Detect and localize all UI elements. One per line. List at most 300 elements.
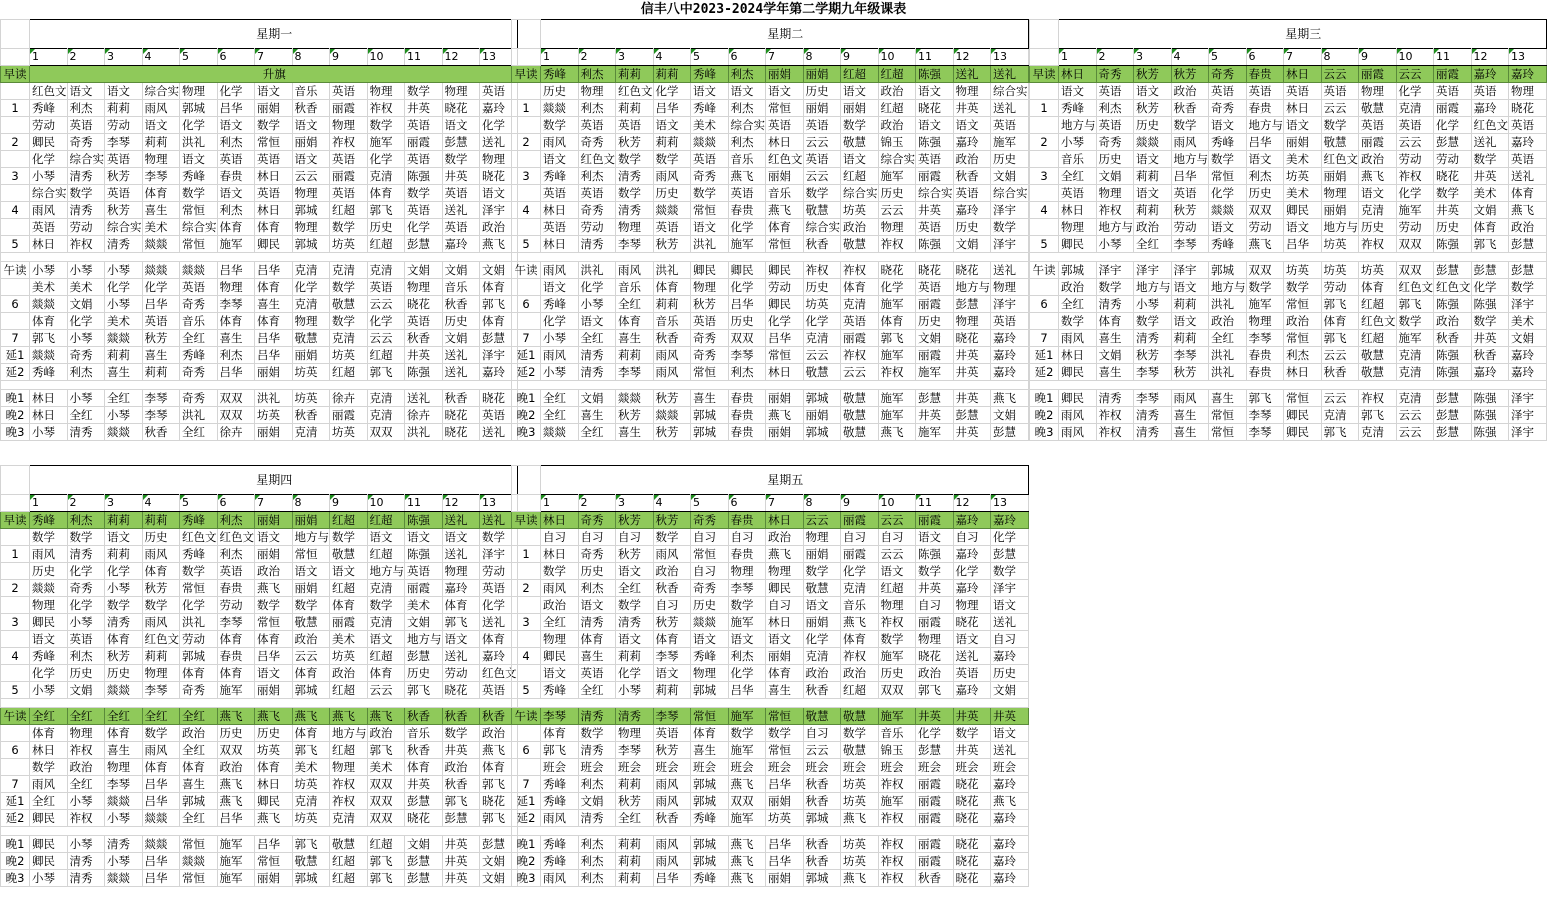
timetable-cell: 云云 [878,202,916,219]
timetable-cell: 送礼 [991,100,1029,117]
timetable-cell: 语文 [541,665,579,682]
timetable-cell: 全红 [578,682,616,699]
timetable-cell: 英语 [916,219,954,236]
timetable-cell: 化学 [405,219,443,236]
period-label: 延1 [1,793,30,810]
timetable-cell: 体育 [330,597,368,614]
timetable-cell: 清秀 [578,614,616,631]
timetable-cell: 燕飞 [292,708,330,725]
timetable-cell: 嘉玲 [991,347,1029,364]
timetable-cell: 雨风 [653,853,691,870]
timetable-cell: 语文 [691,219,729,236]
timetable-cell: 地方与 [1321,219,1359,236]
timetable-cell: 彭慧 [1434,390,1472,407]
timetable-cell: 陈强 [405,364,443,381]
timetable-cell: 秋芳 [1134,347,1172,364]
timetable-cell: 数学 [292,597,330,614]
timetable-cell: 文娟 [405,262,443,279]
timetable-cell: 地方与 [953,279,991,296]
timetable-cell: 政治 [1209,313,1247,330]
timetable-cell: 劳动 [1171,219,1209,236]
timetable-cell: 秋香 [442,296,480,313]
timetable-cell: 全红 [1134,236,1172,253]
timetable-cell: 泽宇 [1509,296,1547,313]
timetable-cell: 送礼 [991,742,1029,759]
timetable-cell: 英语 [691,313,729,330]
timetable-cell: 英语 [803,117,841,134]
timetable-cell: 泽宇 [991,296,1029,313]
timetable-cell: 坊英 [1321,236,1359,253]
timetable-cell: 英语 [255,185,293,202]
timetable-cell: 秀峰 [1059,100,1097,117]
timetable-cell: 物理 [330,759,368,776]
timetable-cell: 克清 [1396,364,1434,381]
period-label: 6 [512,742,541,759]
period-label [1,83,30,100]
timetable-cell: 清秀 [1096,390,1134,407]
timetable-cell: 彭慧 [916,742,954,759]
timetable-cell: 祚权 [330,776,368,793]
timetable-cell: 奇秀 [691,347,729,364]
timetable-cell: 郭城 [180,793,218,810]
timetable-cell: 晓花 [916,648,954,665]
day-table [0,465,518,887]
timetable-cell: 送礼 [991,262,1029,279]
class-number: 10 [1396,49,1434,66]
timetable-cell: 云云 [803,168,841,185]
period-label: 晚2 [512,853,541,870]
timetable-cell: 化学 [480,117,518,134]
timetable-cell: 物理 [67,725,105,742]
timetable-cell: 音乐 [616,279,654,296]
timetable-cell: 数学 [1059,313,1097,330]
timetable-cell: 英语 [217,151,255,168]
timetable-cell: 送礼 [480,424,518,441]
period-label [512,279,541,296]
timetable-cell: 林日 [255,776,293,793]
timetable-cell: 施军 [878,648,916,665]
timetable-cell: 雨风 [653,364,691,381]
timetable-cell: 英语 [1471,83,1509,100]
timetable-cell: 井英 [442,853,480,870]
timetable-cell: 双双 [728,330,766,347]
timetable-cell: 丽霞 [1359,134,1397,151]
timetable-cell: 莉莉 [616,836,654,853]
timetable-cell: 政治 [1134,219,1172,236]
timetable-cell: 秋香 [405,330,443,347]
class-number: 2 [578,495,616,512]
timetable-cell: 李琴 [105,134,143,151]
timetable-cell: 自习 [841,529,879,546]
period-label: 午读 [512,262,541,279]
timetable-cell: 彭慧 [442,810,480,827]
timetable-cell: 云云 [367,682,405,699]
timetable-cell: 郭城 [803,870,841,887]
timetable-cell: 物理 [691,279,729,296]
timetable-cell: 化学 [30,151,68,168]
timetable-cell: 秀峰 [691,648,729,665]
timetable-cell: 全红 [578,424,616,441]
timetable-cell: 班会 [616,759,654,776]
timetable-cell: 丽娟 [766,424,804,441]
timetable-cell: 送礼 [480,614,518,631]
period-label: 延1 [512,347,541,364]
day-table [511,465,1029,887]
timetable-cell: 数学 [1396,313,1434,330]
timetable-cell: 数学 [30,529,68,546]
timetable-cell: 美术 [142,219,180,236]
timetable-cell: 化学 [1434,117,1472,134]
timetable-cell: 井英 [916,202,954,219]
timetable-cell: 体育 [480,631,518,648]
timetable-cell: 莉莉 [616,66,654,83]
timetable-cell: 燚燚 [142,236,180,253]
timetable-cell: 燚燚 [180,262,218,279]
timetable-cell: 数学 [991,563,1029,580]
timetable-cell: 地方与 [1059,117,1097,134]
timetable-cell: 克清 [292,793,330,810]
timetable-cell: 卿民 [1059,236,1097,253]
timetable-cell: 丽娟 [803,546,841,563]
timetable-cell: 数学 [442,725,480,742]
timetable-cell: 卿民 [30,134,68,151]
timetable-cell: 劳动 [1321,279,1359,296]
timetable-cell: 体育 [180,759,218,776]
timetable-cell: 送礼 [953,648,991,665]
timetable-cell: 清秀 [1134,424,1172,441]
timetable-cell: 燕飞 [1359,168,1397,185]
timetable-cell: 林日 [766,364,804,381]
timetable-cell: 物理 [728,563,766,580]
timetable-cell: 嘉玲 [991,330,1029,347]
timetable-cell: 利杰 [578,66,616,83]
timetable-cell: 物理 [691,665,729,682]
timetable-cell: 秋芳 [1171,66,1209,83]
timetable-cell: 语文 [841,83,879,100]
timetable-cell: 卿民 [1284,202,1322,219]
timetable-cell: 秋芳 [616,134,654,151]
period-label: 7 [1,330,30,347]
timetable-cell: 喜生 [766,682,804,699]
timetable-cell: 祚权 [67,236,105,253]
timetable-cell: 李琴 [616,236,654,253]
timetable-cell: 综合实 [991,83,1029,100]
timetable-cell: 雨风 [1171,134,1209,151]
timetable-cell: 秋芳 [653,390,691,407]
timetable-cell: 历史 [878,185,916,202]
timetable-cell: 清秀 [578,742,616,759]
timetable-cell: 自习 [691,529,729,546]
timetable-cell: 文娟 [991,682,1029,699]
timetable-cell: 常恒 [691,546,729,563]
timetable-cell: 莉莉 [105,100,143,117]
timetable-cell: 秀峰 [541,836,579,853]
timetable-cell: 物理 [878,597,916,614]
timetable-cell: 英语 [255,151,293,168]
timetable-cell: 徐卉 [405,407,443,424]
timetable-cell: 井英 [953,424,991,441]
timetable-cell: 全红 [578,330,616,347]
timetable-cell: 嘉玲 [953,580,991,597]
timetable-cell: 彭慧 [991,546,1029,563]
timetable-cell: 化学 [180,597,218,614]
timetable-cell: 英语 [953,185,991,202]
timetable-cell: 彭慧 [405,236,443,253]
timetable-cell: 晓花 [953,836,991,853]
timetable-cell: 红超 [367,512,405,529]
timetable-cell: 云云 [878,512,916,529]
timetable-cell: 综合实 [67,151,105,168]
timetable-cell: 英语 [653,725,691,742]
timetable-cell: 语文 [255,665,293,682]
period-label [1030,219,1059,236]
period-label: 6 [1,742,30,759]
timetable-cell: 综合实 [30,185,68,202]
period-label: 午读 [1,262,30,279]
timetable-cell: 红色文 [1396,279,1434,296]
timetable-cell: 美术 [405,597,443,614]
timetable-cell: 奇秀 [67,134,105,151]
timetable-cell: 小琴 [30,870,68,887]
timetable-cell: 丽娟 [255,682,293,699]
timetable-cell: 历史 [30,563,68,580]
timetable-cell: 红色文 [180,529,218,546]
timetable-cell: 送礼 [1509,168,1547,185]
timetable-cell: 全红 [1059,168,1097,185]
timetable-cell: 泽宇 [991,202,1029,219]
timetable-cell: 燚燚 [691,134,729,151]
timetable-cell: 全红 [541,614,579,631]
timetable-cell: 彭慧 [953,296,991,313]
timetable-cell: 全红 [180,330,218,347]
timetable-cell: 数学 [578,725,616,742]
timetable-cell: 语文 [728,631,766,648]
timetable-cell: 丽娟 [766,390,804,407]
timetable-cell: 物理 [991,279,1029,296]
timetable-cell: 秋香 [405,742,443,759]
timetable-cell: 全红 [180,424,218,441]
timetable-cell: 红超 [330,853,368,870]
period-label: 晚3 [512,870,541,887]
timetable-cell: 数学 [1246,279,1284,296]
timetable-cell: 施军 [217,870,255,887]
timetable-cell: 语文 [1246,151,1284,168]
timetable-cell: 语文 [67,83,105,100]
timetable-cell: 卿民 [541,648,579,665]
row-gap [1,699,518,708]
timetable-cell: 秋芳 [1171,202,1209,219]
period-label: 7 [1,776,30,793]
timetable-cell: 林日 [541,512,579,529]
timetable-cell: 体育 [30,313,68,330]
timetable-cell: 政治 [953,151,991,168]
class-number: 1 [541,495,579,512]
timetable-cell: 班会 [916,759,954,776]
class-number: 5 [1209,49,1247,66]
timetable-cell: 英语 [541,185,579,202]
timetable-cell: 云云 [1396,424,1434,441]
timetable-cell: 秋芳 [616,512,654,529]
timetable-cell: 红超 [330,870,368,887]
timetable-cell: 英语 [480,407,518,424]
timetable-cell: 坊英 [255,742,293,759]
timetable-cell: 克清 [367,580,405,597]
timetable-cell: 春贵 [1246,66,1284,83]
timetable-cell: 丽娟 [255,364,293,381]
timetable-cell: 政治 [841,219,879,236]
timetable-cell: 秋香 [1434,330,1472,347]
timetable-cell: 物理 [1509,83,1547,100]
timetable-cell: 利杰 [578,870,616,887]
timetable-cell: 体育 [255,313,293,330]
timetable-cell: 莉莉 [105,512,143,529]
period-label: 1 [512,100,541,117]
timetable-cell: 全红 [67,708,105,725]
period-label [1,279,30,296]
timetable-cell: 政治 [480,219,518,236]
timetable-cell: 文娟 [1471,202,1509,219]
timetable-cell: 美术 [1471,185,1509,202]
timetable-cell: 英语 [1171,185,1209,202]
timetable-cell: 莉莉 [653,134,691,151]
timetable-cell: 英语 [653,219,691,236]
timetable-cell: 体育 [142,563,180,580]
timetable-cell: 红超 [878,580,916,597]
timetable-cell: 数学 [1471,151,1509,168]
timetable-cell: 燚燚 [105,793,143,810]
timetable-cell: 利杰 [728,66,766,83]
timetable-cell: 卿民 [255,236,293,253]
timetable-cell: 小琴 [105,296,143,313]
timetable-cell: 历史 [1434,219,1472,236]
timetable-cell: 卿民 [766,296,804,313]
timetable-cell: 利杰 [728,134,766,151]
timetable-cell: 班会 [578,759,616,776]
timetable-cell: 郭飞 [1471,236,1509,253]
period-label: 4 [1030,202,1059,219]
class-number: 13 [480,495,518,512]
timetable-cell: 陈强 [1471,407,1509,424]
timetable-cell: 郭飞 [541,742,579,759]
timetable-cell: 嘉玲 [953,134,991,151]
timetable-cell: 李琴 [1246,424,1284,441]
timetable-cell: 祚权 [841,347,879,364]
timetable-cell: 秋芳 [105,168,143,185]
class-number: 3 [616,49,654,66]
timetable-cell: 语文 [953,631,991,648]
timetable-cell: 双双 [1396,236,1434,253]
timetable-cell: 郭城 [691,853,729,870]
timetable-cell: 常恒 [766,347,804,364]
timetable-cell: 林日 [30,407,68,424]
timetable-cell: 郭飞 [405,682,443,699]
timetable-cell: 井英 [953,364,991,381]
timetable-cell: 喜生 [616,424,654,441]
timetable-cell: 劳动 [442,665,480,682]
timetable-cell: 政治 [878,83,916,100]
timetable-cell: 施军 [728,810,766,827]
timetable-cell: 喜生 [217,330,255,347]
timetable-cell: 常恒 [766,100,804,117]
timetable-cell: 红色文 [578,151,616,168]
period-label [1,759,30,776]
timetable-cell: 小琴 [541,364,579,381]
timetable-cell: 吕华 [766,836,804,853]
timetable-cell: 数学 [728,725,766,742]
timetable-cell: 物理 [142,151,180,168]
timetable-cell: 历史 [105,665,143,682]
timetable-cell: 地方与 [1134,279,1172,296]
timetable-cell: 英语 [1359,117,1397,134]
timetable-cell: 英语 [1096,117,1134,134]
timetable-cell: 丽霞 [916,512,954,529]
timetable-cell: 语文 [916,529,954,546]
timetable-cell: 语文 [217,117,255,134]
timetable-cell: 化学 [841,563,879,580]
class-number: 2 [67,495,105,512]
timetable-cell: 洪礼 [1209,347,1247,364]
period-label: 4 [1,202,30,219]
timetable-cell: 奇秀 [691,168,729,185]
timetable-cell: 洪礼 [180,407,218,424]
timetable-cell: 郭城 [292,682,330,699]
period-label [512,313,541,330]
timetable-cell: 燚燚 [142,836,180,853]
class-number: 4 [1171,49,1209,66]
timetable-cell: 英语 [330,151,368,168]
timetable-cell: 清秀 [578,708,616,725]
timetable-cell: 化学 [105,279,143,296]
timetable-cell: 化学 [1471,279,1509,296]
timetable-cell: 红超 [367,236,405,253]
timetable-cell: 嘉玲 [442,580,480,597]
timetable-cell: 综合实 [916,185,954,202]
timetable-cell: 物理 [953,313,991,330]
timetable-cell: 秀峰 [180,168,218,185]
timetable-cell: 吕华 [766,330,804,347]
timetable-cell: 秀峰 [691,66,729,83]
timetable-cell: 物理 [292,185,330,202]
timetable-cell: 小琴 [67,330,105,347]
timetable-cell: 陈强 [405,168,443,185]
timetable-cell: 嘉玲 [991,870,1029,887]
timetable-cell: 陈强 [405,512,443,529]
timetable-cell: 敬慧 [292,614,330,631]
timetable-cell: 英语 [442,219,480,236]
timetable-cell: 体育 [616,313,654,330]
timetable-cell: 体育 [766,219,804,236]
timetable-cell: 莉莉 [653,682,691,699]
timetable-cell: 晓花 [878,262,916,279]
timetable-cell: 莉莉 [142,364,180,381]
timetable-cell: 数学 [330,279,368,296]
timetable-cell: 郭城 [1059,262,1097,279]
timetable-cell: 嘉玲 [1471,66,1509,83]
timetable-cell: 吕华 [1246,134,1284,151]
timetable-cell: 化学 [292,279,330,296]
timetable-cell: 陈强 [405,546,443,563]
timetable-cell: 燕飞 [217,708,255,725]
timetable-cell: 彭慧 [991,424,1029,441]
timetable-cell: 祚权 [878,364,916,381]
timetable-cell: 嘉玲 [953,682,991,699]
period-label [1,313,30,330]
timetable-cell: 克清 [292,262,330,279]
timetable-cell: 丽娟 [766,870,804,887]
timetable-cell: 物理 [1246,313,1284,330]
timetable-cell: 语文 [803,597,841,614]
timetable-cell: 彭慧 [480,330,518,347]
